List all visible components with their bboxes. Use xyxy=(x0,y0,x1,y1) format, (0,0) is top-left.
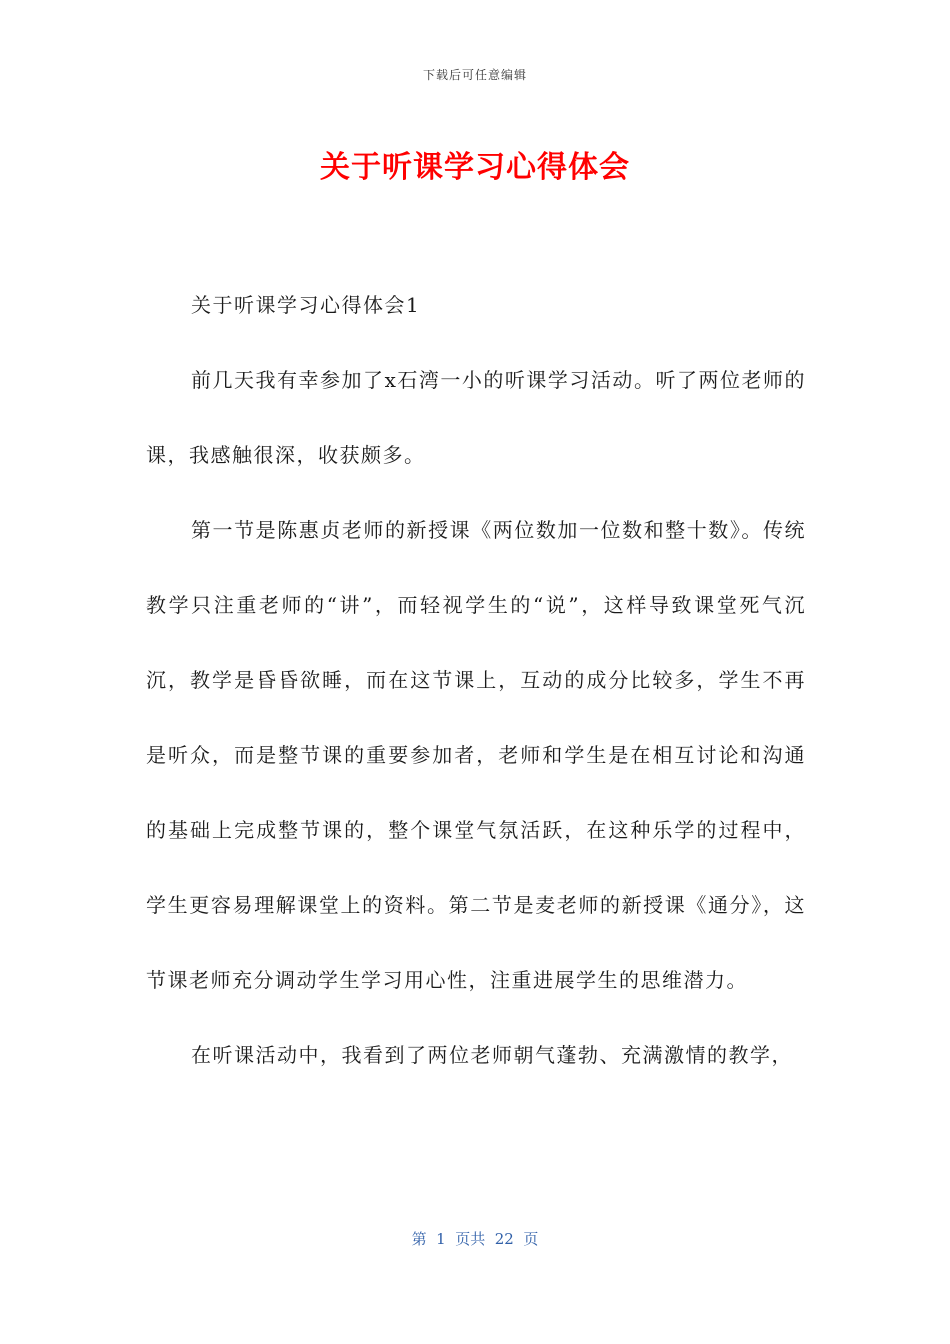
paragraph: 第一节是陈惠贞老师的新授课《两位数加一位数和整十数》。传统教学只注重老师的“讲”，而轻视学生的“说”，这样导致课堂死气沉沉，教学是昏昏欲睡，而在这节课上，互动的成分比较多，学生不再是听众，而是整节课的重要参加者，老师和学生是在相互讨论和沟通的基础上完成整节课的，整个课堂气氛活跃，在这种乐学的过程中，学生更容易理解课堂上的资料。第二节是麦老师的新授课《通分》，这节课老师充分调动学生学习用心性，注重进展学生的思维潜力。 xyxy=(146,518,806,992)
header-note: 下载后可任意编辑 xyxy=(422,68,527,82)
paragraph: 在听课活动中，我看到了两位老师朝气蓬勃、充满激情的教学， xyxy=(191,1043,793,1067)
page-footer: 第 1 页共 22 页 xyxy=(411,1230,539,1248)
document-title: 关于听课学习心得体会 xyxy=(320,150,630,185)
paragraph: 前几天我有幸参加了x石湾一小的听课学习活动。听了两位老师的课，我感触很深，收获颇多。 xyxy=(146,368,806,467)
document-body xyxy=(146,268,806,1093)
paragraph-heading: 关于听课学习心得体会1 xyxy=(191,293,421,317)
